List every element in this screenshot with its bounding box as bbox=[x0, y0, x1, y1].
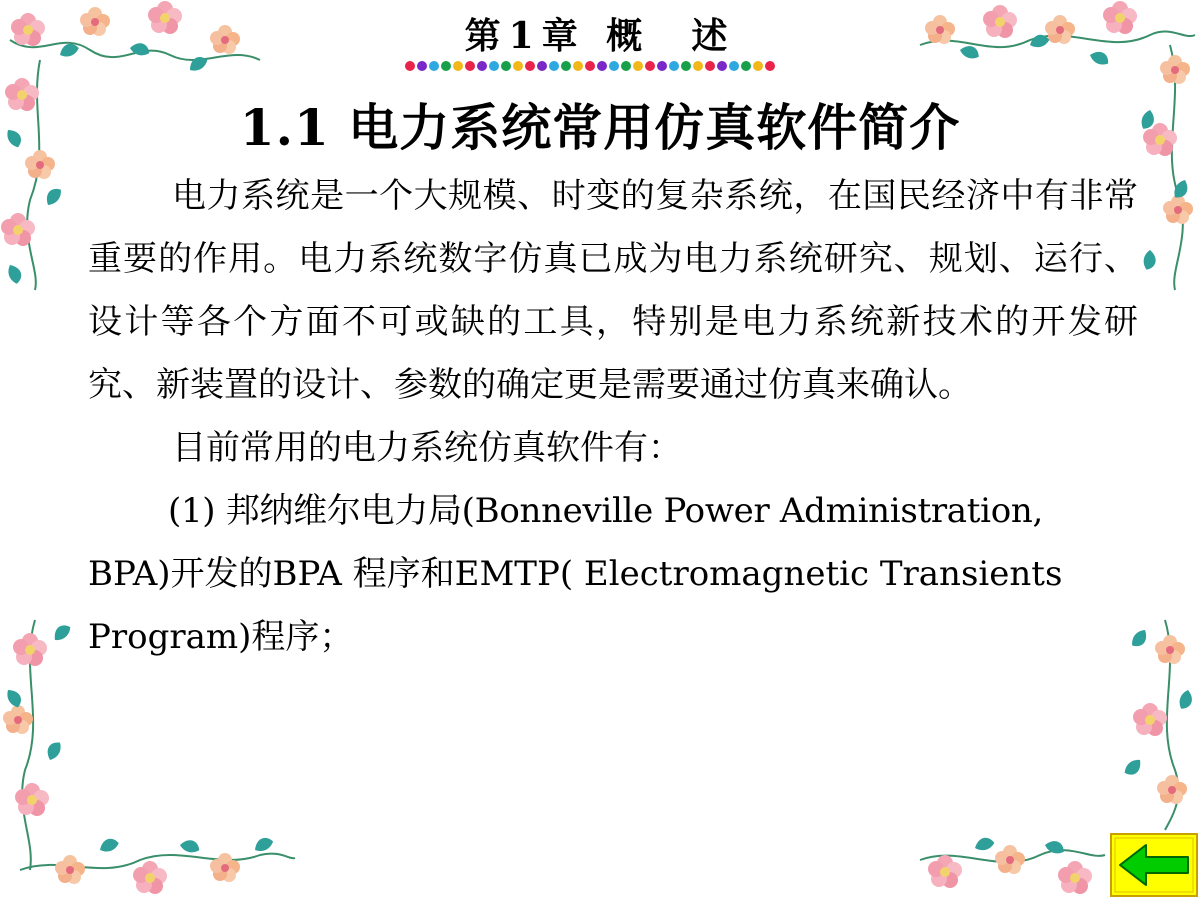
software-list-intro: 目前常用的电力系统仿真软件有： bbox=[172, 428, 682, 468]
intro-paragraph: 电力系统是一个大规模、时变的复杂系统，在国民经济中有非常重要的作用。电力系统数字仿真已成为电力系统研究、规划、运行、设计等各个方面不可或缺的工具，特别是电力系统新技术的开发研究、新装置的设计、参数的确定更是需要通过仿真来确认。 bbox=[88, 176, 1138, 405]
left-arrow-icon bbox=[1110, 833, 1198, 897]
list-item-bpa-line3: Program)程序； bbox=[88, 617, 354, 657]
body-text bbox=[88, 165, 1138, 669]
list-item-bpa-line2: BPA)开发的BPA 程序和EMTP( Electromagnetic Transients bbox=[88, 554, 1063, 594]
back-button[interactable] bbox=[1110, 833, 1198, 897]
chapter-title: 第1章 概 述 bbox=[464, 15, 736, 57]
list-item-bpa-line1: (1) 邦纳维尔电力局(Bonneville Power Administration, bbox=[168, 491, 1043, 531]
dotted-divider bbox=[404, 58, 776, 74]
section-title: 1.1 电力系统常用仿真软件简介 bbox=[239, 98, 961, 157]
